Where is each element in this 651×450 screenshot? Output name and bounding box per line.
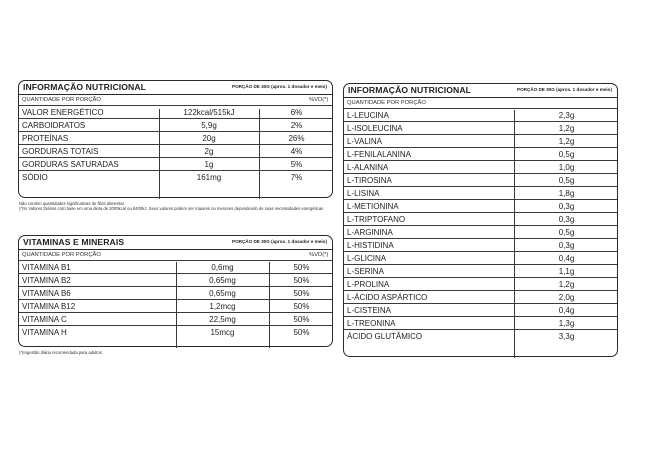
table-row bbox=[344, 135, 617, 148]
nutrient-amount: 1g bbox=[204, 160, 214, 169]
vitamins-portion: PORÇÃO DE 30G (aprox. 1 dosador e meio) bbox=[232, 239, 327, 244]
vitamin-name: VITAMINA B2 bbox=[22, 276, 71, 285]
amino-acid-amount: 0,5g bbox=[558, 176, 575, 185]
nutrient-name: PROTEÍNAS bbox=[22, 134, 69, 143]
amino-acid-name: ÁCIDO GLUTÂMICO bbox=[347, 332, 423, 341]
vitamin-amount: 0,65mg bbox=[209, 289, 236, 298]
nutrient-vd: 4% bbox=[290, 147, 303, 156]
table-row bbox=[344, 330, 617, 343]
vitamin-vd: 50% bbox=[293, 328, 310, 337]
vitamin-amount: 15mcg bbox=[210, 328, 235, 337]
amino-acid-name: L-TREONINA bbox=[347, 319, 396, 328]
table-row bbox=[344, 304, 617, 317]
amino-acid-amount: 0,3g bbox=[558, 241, 575, 250]
amino-acid-amount: 0,5g bbox=[558, 150, 575, 159]
vitamins-table-header bbox=[19, 250, 332, 261]
vitamin-amount: 22,5mg bbox=[209, 315, 236, 324]
table-row bbox=[19, 171, 332, 184]
amino-acid-amount: 1,1g bbox=[558, 267, 575, 276]
table-row bbox=[344, 239, 617, 252]
table-row bbox=[344, 252, 617, 265]
nutrition-table bbox=[19, 95, 332, 184]
vitamin-vd: 50% bbox=[293, 302, 310, 311]
amino-table-header bbox=[344, 98, 617, 109]
vd-column-header: %VD(*) bbox=[309, 97, 329, 103]
nutrient-vd: 26% bbox=[288, 134, 305, 143]
table-row bbox=[344, 161, 617, 174]
nutrition-panel-header bbox=[19, 81, 332, 95]
table-row bbox=[344, 109, 617, 122]
table-row bbox=[344, 278, 617, 291]
amino-acid-amount: 0,3g bbox=[558, 215, 575, 224]
amino-acid-amount: 1,2g bbox=[558, 124, 575, 133]
amino-acid-amount: 0,5g bbox=[558, 228, 575, 237]
quantity-per-portion-label: QUANTIDADE POR PORÇÃO bbox=[347, 100, 426, 106]
amino-acid-name: L-ISOLEUCINA bbox=[347, 124, 403, 133]
vitamin-vd: 50% bbox=[293, 315, 310, 324]
nutrition-note-daily-values: (*)% Valores Diários com base em uma dieta de 2000kcal ou 8400kJ. Seus valores podem ser maiores ou menores dependendo de suas necessidades energéticas. bbox=[19, 206, 325, 211]
amino-acid-name: L-ALANINA bbox=[347, 163, 389, 172]
nutrient-vd: 2% bbox=[290, 121, 303, 130]
amino-acid-amount: 2,0g bbox=[558, 293, 575, 302]
vitamin-vd: 50% bbox=[293, 289, 310, 298]
vitamin-amount: 0,65mg bbox=[209, 276, 236, 285]
amino-acids-table bbox=[344, 98, 617, 343]
vitamin-amount: 0,6mg bbox=[211, 263, 234, 272]
amino-panel-header bbox=[344, 84, 617, 98]
vitamin-name: VITAMINA B1 bbox=[22, 263, 71, 272]
vitamin-amount: 1,2mcg bbox=[209, 302, 236, 311]
vitamin-vd: 50% bbox=[293, 276, 310, 285]
amino-acid-name: L-GLICINA bbox=[347, 254, 387, 263]
nutrient-vd: 7% bbox=[290, 173, 303, 182]
amino-acid-amount: 1,0g bbox=[558, 163, 575, 172]
nutrient-name: GORDURAS TOTAIS bbox=[22, 147, 99, 156]
vitamins-note-daily-intake: (*)Ingestão diária recomendada para adultos. bbox=[19, 350, 104, 355]
column-divider bbox=[269, 262, 270, 348]
vitamins-minerals-panel bbox=[18, 235, 333, 347]
amino-acid-amount: 1,2g bbox=[558, 137, 575, 146]
table-row bbox=[19, 132, 332, 145]
nutrient-amount: 122kcal/515kJ bbox=[183, 108, 235, 117]
table-row bbox=[344, 291, 617, 304]
vitamin-name: VITAMINA C bbox=[22, 315, 67, 324]
table-row bbox=[19, 158, 332, 171]
amino-acid-name: L-TRIPTOFANO bbox=[347, 215, 406, 224]
amino-title: INFORMAÇÃO NUTRICIONAL bbox=[348, 85, 471, 95]
vitamin-name: VITAMINA H bbox=[22, 328, 67, 337]
amino-acid-name: L-ÁCIDO ASPÁRTICO bbox=[347, 293, 428, 302]
amino-acid-name: L-PROLINA bbox=[347, 280, 390, 289]
amino-acid-name: L-CISTEINA bbox=[347, 306, 392, 315]
table-row bbox=[344, 265, 617, 278]
vitamins-title: VITAMINAS E MINERAIS bbox=[23, 237, 125, 247]
amino-acid-amount: 0,4g bbox=[558, 306, 575, 315]
column-divider bbox=[514, 110, 515, 358]
amino-acid-name: L-SERINA bbox=[347, 267, 384, 276]
table-row bbox=[19, 145, 332, 158]
nutrition-facts-panel bbox=[18, 80, 333, 198]
amino-acid-amount: 1,3g bbox=[558, 319, 575, 328]
quantity-per-portion-label: QUANTIDADE POR PORÇÃO bbox=[22, 252, 101, 258]
nutrient-amount: 2g bbox=[204, 147, 214, 156]
table-row bbox=[344, 174, 617, 187]
vitamin-name: VITAMINA B6 bbox=[22, 289, 71, 298]
amino-acid-name: L-HISTIDINA bbox=[347, 241, 394, 250]
column-divider bbox=[159, 109, 160, 199]
amino-portion: PORÇÃO DE 30G (aprox. 1 dosador e meio) bbox=[517, 87, 612, 92]
column-divider bbox=[176, 262, 177, 348]
table-row bbox=[344, 200, 617, 213]
table-row bbox=[344, 226, 617, 239]
table-row bbox=[344, 187, 617, 200]
nutrient-name: GORDURAS SATURADAS bbox=[22, 160, 119, 169]
amino-acids-panel bbox=[343, 83, 618, 357]
vitamins-panel-header bbox=[19, 236, 332, 250]
table-row bbox=[19, 119, 332, 132]
nutrient-name: SÓDIO bbox=[22, 173, 48, 182]
amino-acid-name: L-ARGININA bbox=[347, 228, 393, 237]
column-divider bbox=[259, 109, 260, 199]
table-row bbox=[344, 213, 617, 226]
amino-acid-name: L-VALINA bbox=[347, 137, 382, 146]
amino-acid-amount: 2,3g bbox=[558, 111, 575, 120]
nutrient-name: VALOR ENERGÉTICO bbox=[22, 108, 104, 117]
vitamin-name: VITAMINA B12 bbox=[22, 302, 76, 311]
quantity-per-portion-label: QUANTIDADE POR PORÇÃO bbox=[22, 97, 101, 103]
nutrient-amount: 161mg bbox=[196, 173, 222, 182]
amino-acid-amount: 1,8g bbox=[558, 189, 575, 198]
nutrition-table-header bbox=[19, 95, 332, 106]
amino-acid-name: L-TIROSINA bbox=[347, 176, 392, 185]
table-row bbox=[344, 148, 617, 161]
nutrient-vd: 6% bbox=[290, 108, 303, 117]
table-row bbox=[344, 317, 617, 330]
nutrient-amount: 20g bbox=[202, 134, 216, 143]
amino-acid-amount: 0,3g bbox=[558, 202, 575, 211]
amino-acid-name: L-METIONINA bbox=[347, 202, 399, 211]
nutrient-amount: 5,9g bbox=[201, 121, 217, 130]
nutrition-portion: PORÇÃO DE 30G (aprox. 1 dosador e meio) bbox=[232, 84, 327, 89]
table-row bbox=[19, 106, 332, 119]
nutrient-name: CARBOIDRATOS bbox=[22, 121, 86, 130]
amino-acid-amount: 1,2g bbox=[558, 280, 575, 289]
amino-acid-name: L-FENILALANINA bbox=[347, 150, 412, 159]
nutrition-note-fiber: Não contém quantidades significativas de fibra alimentar. bbox=[19, 201, 125, 206]
vitamin-vd: 50% bbox=[293, 263, 310, 272]
amino-acid-name: L-LEUCINA bbox=[347, 111, 389, 120]
table-row bbox=[344, 122, 617, 135]
amino-acid-amount: 3,3g bbox=[558, 332, 575, 341]
amino-acid-amount: 0,4g bbox=[558, 254, 575, 263]
nutrition-title: INFORMAÇÃO NUTRICIONAL bbox=[23, 82, 146, 92]
amino-acid-name: L-LISINA bbox=[347, 189, 380, 198]
nutrient-vd: 5% bbox=[290, 160, 303, 169]
vd-column-header: %VD(*) bbox=[309, 252, 329, 258]
